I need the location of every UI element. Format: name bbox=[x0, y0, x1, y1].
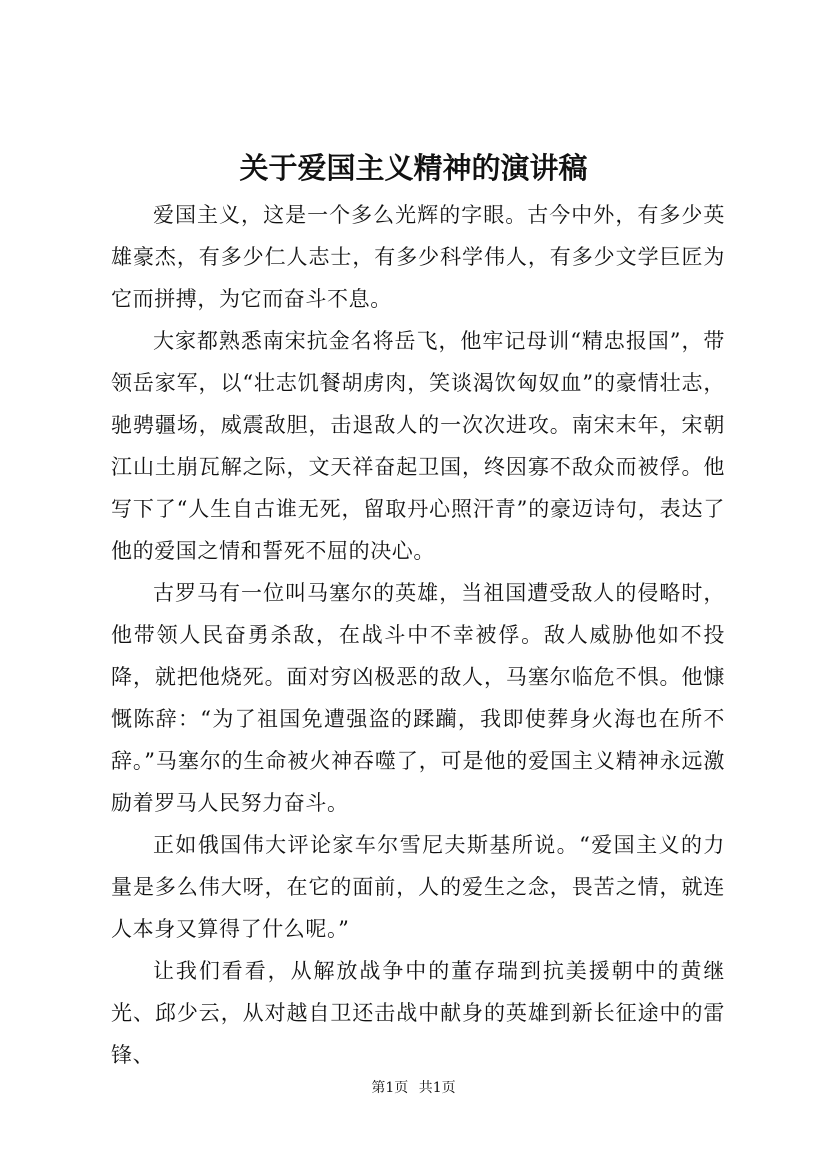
paragraph-1: 爱国主义，这是一个多么光辉的字眼。古今中外，有多少英雄豪杰，有多少仁人志士，有多少科学伟人，有多少文学巨匠为它而拼搏，为它而奋斗不息。 bbox=[111, 203, 725, 311]
paragraph-3: 古罗马有一位叫马塞尔的英雄，当祖国遭受敌人的侵略时，他带领人民奋勇杀敌，在战斗中不幸被俘。敌人威胁他如不投降，就把他烧死。面对穷凶极恶的敌人，马塞尔临危不惧。他慷慨陈辞：“为了祖国免遭强盗的蹂躏，我即使葬身火海也在所不辞。”马塞尔的生命被火神吞噬了，可是他的爱国主义精神永远激励着罗马人民努力奋斗。 bbox=[111, 581, 725, 815]
document-title: 关于爱国主义精神的演讲稿 bbox=[239, 151, 588, 185]
document-body bbox=[111, 194, 725, 1076]
page-total: 共1页 bbox=[418, 1080, 456, 1096]
paragraph-4: 正如俄国伟大评论家车尔雪尼夫斯基所说。“爱国主义的力量是多么伟大呀，在它的面前，人的爱生之念，畏苦之情，就连人本身又算得了什么呢。” bbox=[111, 833, 725, 941]
page-footer bbox=[0, 1078, 827, 1098]
page-number: 第1页 bbox=[371, 1080, 409, 1096]
paragraph-2: 大家都熟悉南宋抗金名将岳飞，他牢记母训“精忠报国”，带领岳家军，以“壮志饥餐胡虏肉，笑谈渴饮匈奴血”的豪情壮志，驰骋疆场，威震敌胆，击退敌人的一次次进攻。南宋末年，宋朝江山土崩瓦解之际，文天祥奋起卫国，终因寡不敌众而被俘。他写下了“人生自古谁无死，留取丹心照汗青”的豪迈诗句，表达了他的爱国之情和誓死不屈的决心。 bbox=[111, 329, 725, 563]
paragraph-5: 让我们看看，从解放战争中的董存瑞到抗美援朝中的黄继光、邱少云，从对越自卫还击战中献身的英雄到新长征途中的雷锋、 bbox=[111, 959, 725, 1067]
